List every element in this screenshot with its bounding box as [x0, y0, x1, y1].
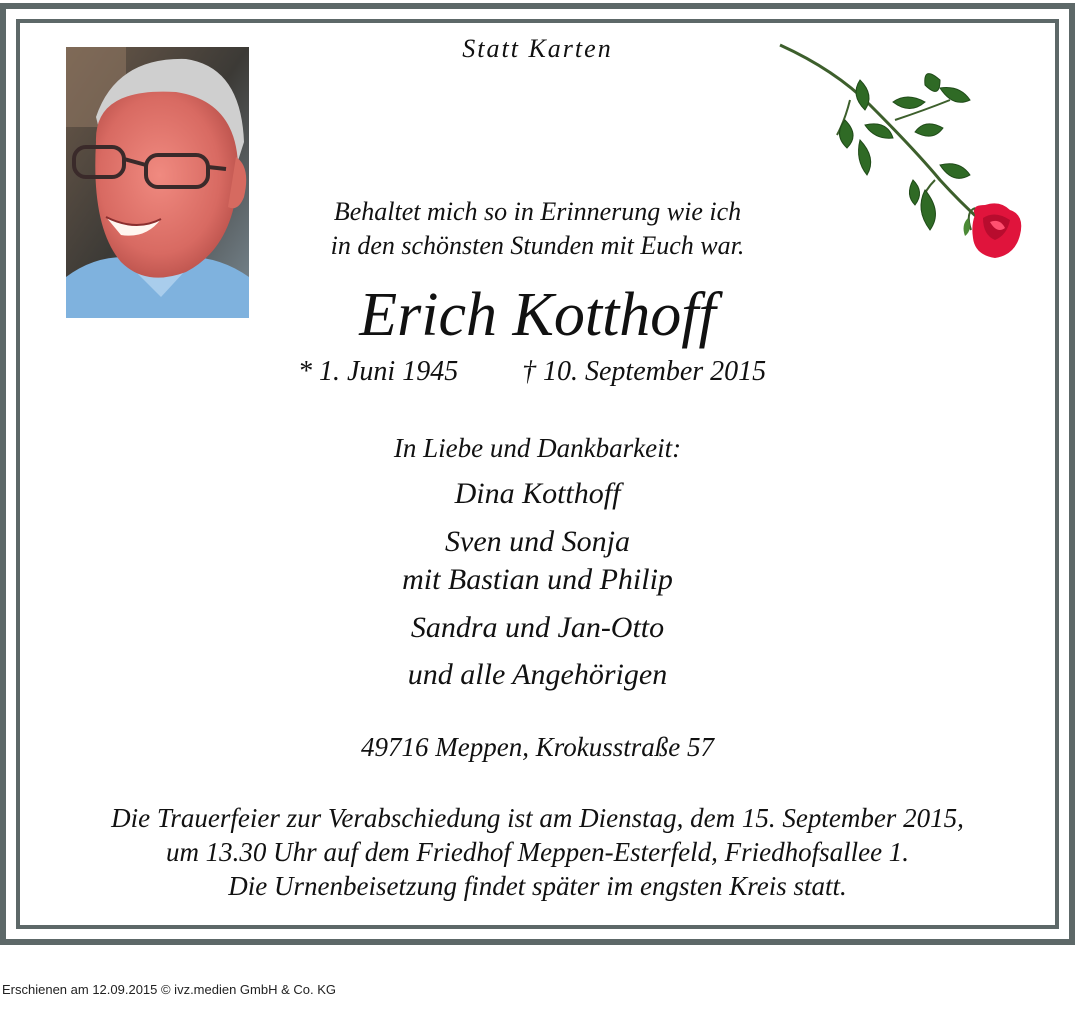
header-text: Statt Karten [462, 34, 613, 63]
deceased-name: Erich Kotthoff [359, 281, 716, 349]
quote-line-1: Behaltet mich so in Erinnerung wie ich [333, 197, 742, 226]
address: 49716 Meppen, Krokusstraße 57 [361, 732, 714, 762]
service-line-2: um 13.30 Uhr auf dem Friedhof Meppen-Esterfeld, Friedhofsallee 1. [165, 837, 910, 867]
portrait-photo [66, 47, 249, 318]
birth-date: * 1. Juni 1945 [298, 356, 459, 387]
portrait-image [66, 47, 249, 318]
mourners-intro: In Liebe und Dankbarkeit: [393, 433, 682, 463]
death-date: † 10. September 2015 [522, 356, 767, 387]
service-line-3: Die Urnenbeisetzung findet später im engsten Kreis statt. [228, 871, 847, 901]
mourner-2: Sven und Sonja [445, 525, 630, 558]
mourner-1: Dina Kotthoff [454, 477, 621, 510]
quote-line-2: in den schönsten Stunden mit Euch war. [330, 231, 745, 260]
mourner-4: Sandra und Jan-Otto [410, 611, 665, 644]
service-line-1: Die Trauerfeier zur Verabschiedung ist am Dienstag, dem 15. September 2015, [111, 803, 964, 833]
publication-footer: Erschienen am 12.09.2015 © ivz.medien GmbH & Co. KG [2, 982, 337, 997]
mourner-3: mit Bastian und Philip [402, 563, 673, 596]
mourner-5: und alle Angehörigen [407, 658, 668, 691]
